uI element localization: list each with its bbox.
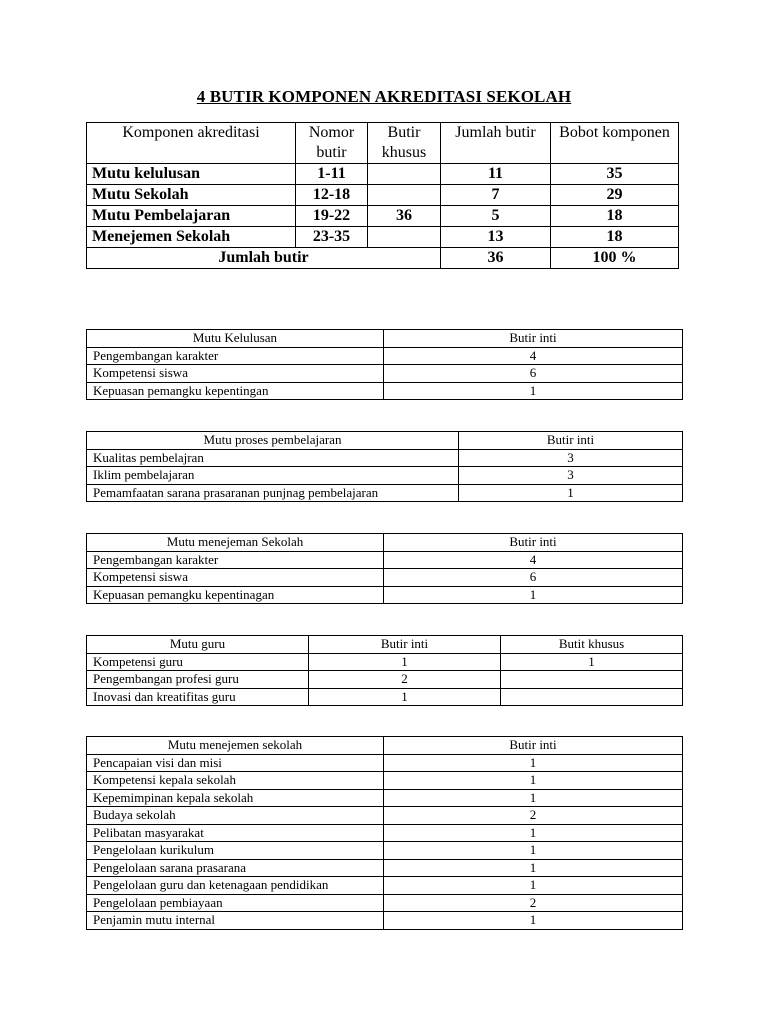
table-row	[87, 859, 683, 877]
table-row	[87, 206, 679, 227]
table-cell: 12-18	[296, 185, 368, 206]
table-total-row	[87, 248, 679, 269]
header-cell: Nomor butir	[296, 123, 368, 164]
table-row	[87, 382, 683, 400]
table-cell: Kompetensi kepala sekolah	[87, 772, 384, 790]
table-cell: Mutu Pembelajaran	[87, 206, 296, 227]
table-cell: 3	[459, 467, 683, 485]
table-row	[87, 365, 683, 383]
table-cell: 1	[384, 382, 683, 400]
table-row	[87, 227, 679, 248]
header-cell: Mutu menejemen sekolah	[87, 737, 384, 755]
table-row	[87, 789, 683, 807]
table-cell: 2	[384, 807, 683, 825]
table-row	[87, 824, 683, 842]
table-cell: Kompetensi guru	[87, 653, 309, 671]
table-cell: Iklim pembelajaran	[87, 467, 459, 485]
header-cell: Komponen akreditasi	[87, 123, 296, 164]
table-cell: Inovasi dan kreatifitas guru	[87, 688, 309, 706]
table-cell	[368, 185, 441, 206]
table-cell: 1	[309, 653, 501, 671]
table-row	[87, 653, 683, 671]
table-row	[87, 772, 683, 790]
table-row	[87, 551, 683, 569]
table-header-row	[87, 737, 683, 755]
table-cell: 6	[384, 365, 683, 383]
table-header-row	[87, 534, 683, 552]
table-row	[87, 894, 683, 912]
header-cell: Butir inti	[384, 534, 683, 552]
table-cell: 1	[384, 912, 683, 930]
table-row	[87, 164, 679, 185]
header-cell: Mutu menejeman Sekolah	[87, 534, 384, 552]
table-row	[87, 912, 683, 930]
table-cell: Pengembangan profesi guru	[87, 671, 309, 689]
table-row	[87, 347, 683, 365]
table-cell: 2	[384, 894, 683, 912]
header-cell: Mutu Kelulusan	[87, 330, 384, 348]
table-cell: Budaya sekolah	[87, 807, 384, 825]
table-cell: 6	[384, 569, 683, 587]
table-cell: Pengembangan karakter	[87, 347, 384, 365]
table-cell: Kompetensi siswa	[87, 365, 384, 383]
table-cell: 1	[459, 484, 683, 502]
header-cell: Mutu proses pembelajaran	[87, 432, 459, 450]
table-cell: 13	[441, 227, 551, 248]
header-cell: Butir inti	[309, 636, 501, 654]
table-row	[87, 842, 683, 860]
table-cell: Kepuasan pemangku kepentingan	[87, 382, 384, 400]
header-cell: Butir inti	[384, 330, 683, 348]
table-header-row	[87, 636, 683, 654]
table-cell: Pemamfaatan sarana prasaranan punjnag pembelajaran	[87, 484, 459, 502]
table-cell: 35	[551, 164, 679, 185]
table-header-row	[87, 330, 683, 348]
table-cell: Pengelolaan kurikulum	[87, 842, 384, 860]
table-cell: Menejemen Sekolah	[87, 227, 296, 248]
total-butir: 36	[441, 248, 551, 269]
table-cell: 2	[309, 671, 501, 689]
table-cell: 18	[551, 227, 679, 248]
table-cell: 5	[441, 206, 551, 227]
table-cell: Kompetensi siswa	[87, 569, 384, 587]
table-cell: Mutu Sekolah	[87, 185, 296, 206]
table-cell: 29	[551, 185, 679, 206]
table-cell: 4	[384, 347, 683, 365]
table-row	[87, 185, 679, 206]
table-cell: 3	[459, 449, 683, 467]
accreditation-summary-table	[86, 122, 679, 269]
table-cell	[501, 688, 683, 706]
mutu-guru-table	[86, 635, 683, 706]
table-cell: Pelibatan masyarakat	[87, 824, 384, 842]
total-bobot: 100 %	[551, 248, 679, 269]
mutu-pembelajaran-table	[86, 431, 683, 502]
table-cell: 1	[384, 772, 683, 790]
table-cell: 36	[368, 206, 441, 227]
total-label: Jumlah butir	[87, 248, 441, 269]
document-title: 4 BUTIR KOMPONEN AKREDITASI SEKOLAH	[196, 87, 572, 106]
table-cell: Kualitas pembelajran	[87, 449, 459, 467]
table-row	[87, 449, 683, 467]
table-row	[87, 569, 683, 587]
table-cell: 19-22	[296, 206, 368, 227]
table-cell	[501, 671, 683, 689]
table-cell: 1	[384, 586, 683, 604]
table-cell: 1	[309, 688, 501, 706]
mutu-menejeman-sekolah-table	[86, 533, 683, 604]
header-cell: Mutu guru	[87, 636, 309, 654]
header-cell: Butir khusus	[368, 123, 441, 164]
table-cell: Kepemimpinan kepala sekolah	[87, 789, 384, 807]
table-cell: 1	[384, 754, 683, 772]
table-cell: 7	[441, 185, 551, 206]
table-row	[87, 754, 683, 772]
mutu-kelulusan-table	[86, 329, 683, 400]
table-cell	[368, 227, 441, 248]
table-cell: Pengelolaan pembiayaan	[87, 894, 384, 912]
table-cell: 1	[384, 824, 683, 842]
table-cell: Penjamin mutu internal	[87, 912, 384, 930]
table-cell: 18	[551, 206, 679, 227]
table-cell: Pengelolaan sarana prasarana	[87, 859, 384, 877]
table-cell: Mutu kelulusan	[87, 164, 296, 185]
table-row	[87, 467, 683, 485]
header-cell: Butit khusus	[501, 636, 683, 654]
table-cell: Pencapaian visi dan misi	[87, 754, 384, 772]
table-row	[87, 484, 683, 502]
table-cell: 1	[384, 789, 683, 807]
table-cell: 23-35	[296, 227, 368, 248]
header-cell: Butir inti	[384, 737, 683, 755]
table-cell: 11	[441, 164, 551, 185]
table-cell: Pengelolaan guru dan ketenagaan pendidikan	[87, 877, 384, 895]
table-cell: Pengembangan karakter	[87, 551, 384, 569]
table-cell: 4	[384, 551, 683, 569]
table-cell: 1	[384, 877, 683, 895]
table-cell: 1-11	[296, 164, 368, 185]
table-cell: 1	[501, 653, 683, 671]
table-row	[87, 586, 683, 604]
table-cell: Kepuasan pemangku kepentinagan	[87, 586, 384, 604]
table-row	[87, 688, 683, 706]
table-cell: 1	[384, 859, 683, 877]
mutu-menejemen-sekolah-table	[86, 736, 683, 930]
header-cell: Butir inti	[459, 432, 683, 450]
table-cell	[368, 164, 441, 185]
table-header-row	[87, 123, 679, 164]
table-header-row	[87, 432, 683, 450]
table-row	[87, 877, 683, 895]
header-cell: Bobot komponen	[551, 123, 679, 164]
table-row	[87, 671, 683, 689]
header-cell: Jumlah butir	[441, 123, 551, 164]
table-row	[87, 807, 683, 825]
table-cell: 1	[384, 842, 683, 860]
